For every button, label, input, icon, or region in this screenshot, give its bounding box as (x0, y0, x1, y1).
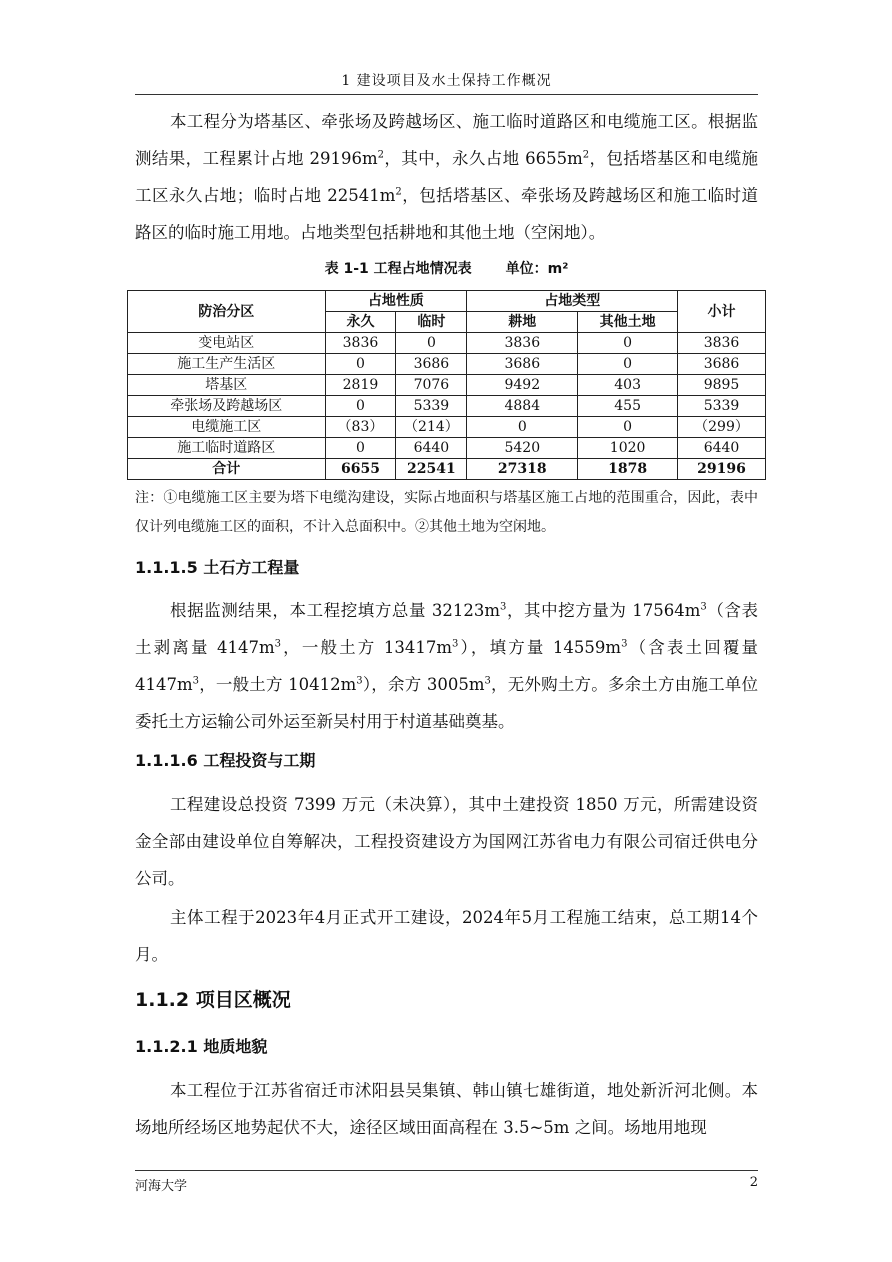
table-cell: （214） (396, 417, 467, 438)
table-cell: 0 (325, 396, 396, 417)
section-heading: 1.1.2.1 地质地貌 (135, 1037, 268, 1056)
table-cell: 3686 (467, 354, 578, 375)
header-type: 占地类型 (467, 291, 678, 312)
table-cell: 5420 (467, 438, 578, 459)
table-cell: 4884 (467, 396, 578, 417)
table-cell: 5339 (678, 396, 766, 417)
table-cell: 22541 (396, 459, 467, 480)
superscript: 3 (621, 638, 628, 650)
table-cell: 9492 (467, 375, 578, 396)
superscript: 3 (192, 675, 200, 687)
table-total-row (128, 459, 766, 480)
text-segment: 根据监测结果，本工程挖填方总量 32123m (170, 601, 501, 620)
table-cell: （83） (325, 417, 396, 438)
table-cell: 电缆施工区 (128, 417, 326, 438)
table-cell: 施工临时道路区 (128, 438, 326, 459)
header-zone: 防治分区 (128, 291, 326, 333)
table-cell: 0 (325, 354, 396, 375)
table-row (128, 354, 766, 375)
section-heading: 1.1.1.5 土石方工程量 (135, 558, 300, 577)
table-cell: 变电站区 (128, 333, 326, 354)
table-cell: 2819 (325, 375, 396, 396)
superscript: 3 (484, 675, 491, 687)
table-cell: 0 (467, 417, 578, 438)
table-title: 表 1-1 工程占地情况表 (324, 261, 472, 277)
footer-rule (135, 1170, 758, 1171)
table-cell: 9895 (678, 375, 766, 396)
table-cell: 0 (325, 438, 396, 459)
text-segment: （含表土剥离量 4147m (135, 601, 758, 657)
table-cell: 7076 (396, 375, 467, 396)
table-cell: 牵张场及跨越场区 (128, 396, 326, 417)
text-segment: ，包括塔基区、牵张场及跨越场区和施工临时道路区的临时施工用地。占地类型包括耕地和其他土地（空闲地）。 (135, 186, 758, 242)
paragraph-schedule: 主体工程于2023年4月正式开工建设，2024年5月工程施工结束，总工期14个月。 (135, 908, 758, 964)
text-segment: ，无外购土方。多余土方由施工单位委托土方运输公司外运至新吴村用于村道基础奠基。 (135, 675, 758, 731)
table-cell: 3686 (678, 354, 766, 375)
table-row (128, 438, 766, 459)
text-segment: ，一般土方 13417m (281, 638, 452, 657)
table-caption (135, 258, 758, 278)
table-cell: 6440 (396, 438, 467, 459)
table-cell: 1878 (578, 459, 678, 480)
table-note: 注：①电缆施工区主要为塔下电缆沟建设，实际占地面积与塔基区施工占地的范围重合，因此，表中仅计列电缆施工区的面积，不计入总面积中。②其他土地为空闲地。 (135, 490, 758, 535)
text-segment: ，一般土方 10412m (199, 675, 357, 694)
table-row (128, 375, 766, 396)
superscript: 3 (500, 601, 507, 613)
text-segment: ，其中，永久占地 6655m (384, 149, 583, 168)
text-segment: ），填方量 14559m (458, 638, 622, 657)
table-cell: 0 (578, 333, 678, 354)
table-cell: 3836 (325, 333, 396, 354)
header-nature: 占地性质 (325, 291, 467, 312)
text-segment: ，其中挖方量为 17564m (506, 601, 701, 620)
superscript: 3 (700, 601, 707, 613)
table-cell: 施工生产生活区 (128, 354, 326, 375)
header-temporary: 临时 (396, 312, 467, 333)
table-unit: 单位：m² (505, 261, 569, 277)
header-rule (135, 94, 758, 95)
header-permanent: 永久 (325, 312, 396, 333)
table-row (128, 333, 766, 354)
text-segment: 本工程分为塔基区、牵张场及跨越场区、施工临时道路区和电缆施工区。根据监测结果，工程累计占地 29196m (135, 112, 758, 168)
section-heading: 1.1.1.6 工程投资与工期 (135, 751, 316, 770)
table-cell: 塔基区 (128, 375, 326, 396)
table-row (128, 417, 766, 438)
section-heading: 1.1.2 项目区概况 (135, 989, 291, 1011)
paragraph-earthwork (135, 592, 758, 740)
header-other-land: 其他土地 (578, 312, 678, 333)
table-cell: 455 (578, 396, 678, 417)
table-cell: 3686 (396, 354, 467, 375)
table-cell: 403 (578, 375, 678, 396)
table-cell: 3836 (678, 333, 766, 354)
table-cell: 1020 (578, 438, 678, 459)
paragraph-investment: 工程建设总投资 7399 万元（未决算），其中土建投资 1850 万元，所需建设资金全部由建设单位自筹解决，工程投资建设方为国网江苏省电力有限公司宿迁供电分公司。 (135, 795, 758, 888)
superscript: 3 (356, 675, 363, 687)
page-header: 1 建设项目及水土保持工作概况 (341, 73, 552, 89)
table-row (128, 396, 766, 417)
text-segment: ，包括塔基区和电缆施工区永久占地；临时占地 22541m (135, 149, 759, 205)
paragraph-geology: 本工程位于江苏省宿迁市沭阳县吴集镇、韩山镇七雄街道，地处新沂河北侧。本场地所经场区地势起伏不大，途径区域田面高程在 3.5~5m 之间。场地用地现 (135, 1081, 758, 1137)
table-cell: 6655 (325, 459, 396, 480)
superscript: 2 (395, 186, 402, 198)
text-segment: （含表土回覆量 4147m (135, 638, 759, 694)
table-cell: （299） (678, 417, 766, 438)
table-cell: 6440 (678, 438, 766, 459)
land-use-table (127, 290, 766, 480)
table-cell: 0 (578, 417, 678, 438)
paragraph-land-occupation (135, 103, 758, 251)
table-cell: 3836 (467, 333, 578, 354)
superscript: 3 (451, 638, 459, 650)
table-cell: 5339 (396, 396, 467, 417)
header-subtotal: 小计 (678, 291, 766, 333)
header-farmland: 耕地 (467, 312, 578, 333)
superscript: 2 (582, 149, 590, 161)
superscript: 3 (274, 638, 282, 650)
footer-institution: 河海大学 (135, 1179, 188, 1194)
table-cell: 0 (396, 333, 467, 354)
table-cell: 合计 (128, 459, 326, 480)
table-cell: 27318 (467, 459, 578, 480)
text-segment: ），余方 3005m (362, 675, 485, 694)
page-number: 2 (749, 1175, 758, 1190)
table-cell: 29196 (678, 459, 766, 480)
superscript: 2 (377, 149, 385, 161)
table-cell: 0 (578, 354, 678, 375)
